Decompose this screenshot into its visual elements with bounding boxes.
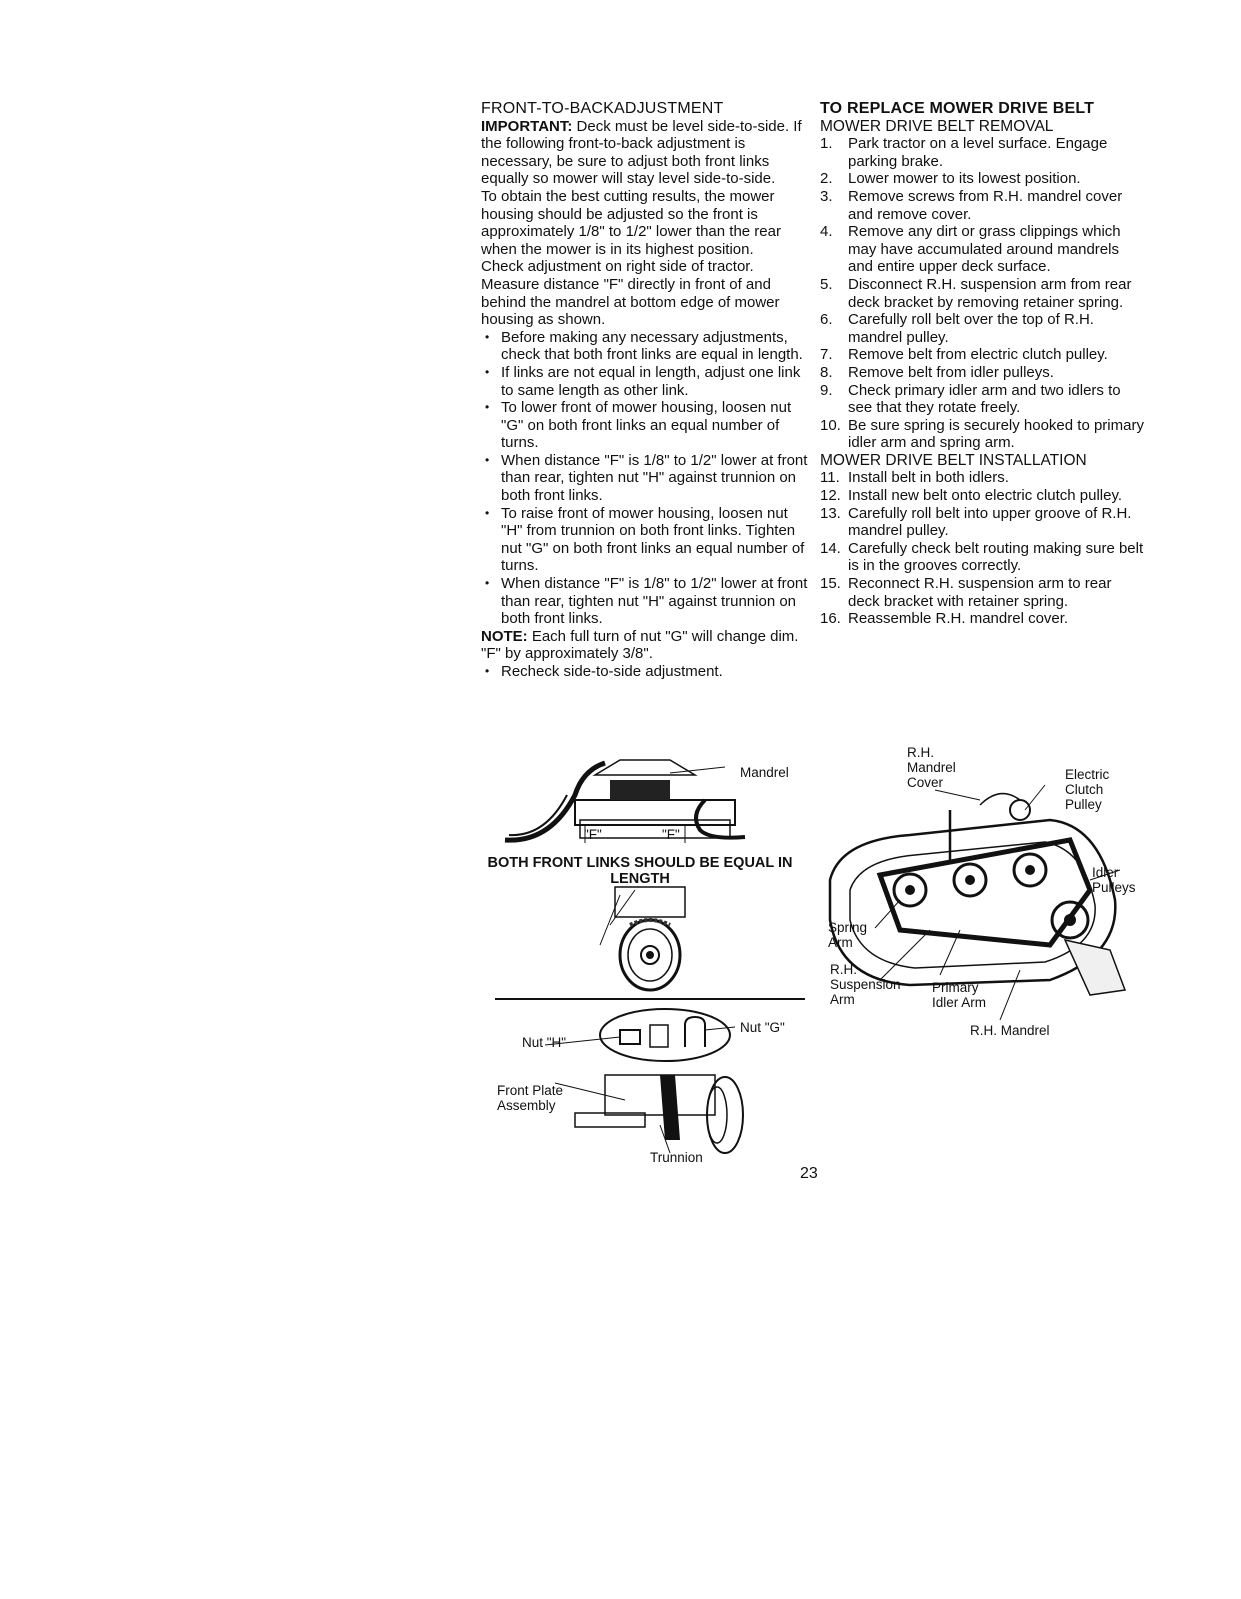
trunnion-label: Trunnion [650,1150,703,1165]
bullet-item: • To raise front of mower housing, loosen nut "H" from trunnion on both front links. Tighten nut "G" on both front links an equal number of turns. [481,505,811,575]
important-label: IMPORTANT: [481,117,573,135]
list-item: 9. Check primary idler arm and two idlers to see that they rotate freely. [820,381,1121,417]
list-item: 5. Disconnect R.H. suspension arm from rear deck bracket by removing retainer spring. [820,275,1132,311]
important-paragraph [481,118,811,188]
installation-steps-list [820,469,1145,627]
list-item: 14. Carefully check belt routing making sure belt is in the grooves correctly. [820,539,1144,575]
figure-divider [495,998,805,1000]
list-item: 3. Remove screws from R.H. mandrel cover and remove cover. [820,187,1123,223]
nut-h-label: Nut "H" [522,1035,567,1050]
bullet-item: • If links are not equal in length, adjust one link to same length as other link. [481,364,811,399]
nut-g-label: Nut "G" [740,1020,785,1035]
spring-arm-label: Spring Arm [828,920,868,950]
f-label-front: "F" [584,827,602,842]
bullet-item: • When distance "F" is 1/8" to 1/2" lower at front than rear, tighten nut "H" against trunnion on both front links. [481,575,811,628]
list-item: 7. Remove belt from electric clutch pulley. [820,346,1108,364]
removal-steps-list [820,135,1145,452]
rh-mandrel-label: R.H. Mandrel [970,1023,1050,1038]
list-item: 1. Park tractor on a level surface. Engage parking brake. [820,135,1108,170]
list-item: 6. Carefully roll belt over the top of R.H. mandrel pulley. [820,311,1094,346]
important-text: Deck must be level side-to-side. If the following front-to-back adjustment is necessary, be sure to adjust both front links equally so mower will stay level side-to-side. [481,117,802,188]
electric-clutch-pulley-label: Electric Clutch Pulley [1065,767,1110,812]
list-item: 11. Install belt in both idlers. [820,469,1009,487]
primary-idler-arm-label: Primary Idler Arm [932,980,987,1010]
rh-mandrel-cover-label: R.H. Mandrel Cover [907,745,956,790]
idler-pulleys-label: Idler Pulleys [1092,865,1136,895]
list-item: 16. Reassemble R.H. mandrel cover. [820,610,1069,628]
front-plate-label: Front Plate Assembly [497,1083,564,1113]
bullet-item: • Recheck side-to-side adjustment. [481,663,811,681]
page-number: 23 [800,1165,818,1182]
cutting-results-paragraph: To obtain the best cutting results, the mower housing should be adjusted so the front is approximately 1/8" to 1/2" lower than the rear when the mower is in its highest position. [481,187,781,258]
removal-heading: MOWER DRIVE BELT REMOVAL [820,117,1054,135]
bullet-item: • When distance "F" is 1/8" to 1/2" lower at front than rear, tighten nut "H" against trunnion on both front links. [481,452,811,505]
check-adjustment-paragraph: Check adjustment on right side of tractor. Measure distance "F" directly in front of and behind the mandrel at bottom edge of mower housing as shown. [481,258,780,329]
list-item: 8. Remove belt from idler pulleys. [820,363,1054,381]
list-item: 2. Lower mower to its lowest position. [820,170,1081,188]
bullet-item: • Before making any necessary adjustments, check that both front links are equal in length. [481,329,811,364]
list-item: 12. Install new belt onto electric clutch pulley. [820,487,1123,505]
f-label-rear: "F" [662,827,680,842]
mandrel-label: Mandrel [740,765,789,780]
list-item: 15. Reconnect R.H. suspension arm to rear deck bracket with retainer spring. [820,575,1112,610]
links-caption: BOTH FRONT LINKS SHOULD BE EQUAL IN LENGTH [487,855,793,887]
left-column [481,100,811,681]
note-label: NOTE: [481,627,528,645]
nut-trunnion-illustration [565,1005,765,1165]
note-text: Each full turn of nut "G" will change dim. "F" by approximately 3/8". [481,627,799,663]
list-item: 13. Carefully roll belt into upper groove of R.H. mandrel pulley. [820,504,1132,540]
rh-suspension-arm-label: R.H. Suspension Arm [830,962,901,1007]
bullet-item: • To lower front of mower housing, loosen nut "G" on both front links an equal number of turns. [481,399,811,452]
list-item: 10. Be sure spring is securely hooked to primary idler arm and spring arm. [820,416,1144,452]
adjustment-bullet-list [481,329,811,628]
front-wheel-illustration [590,885,720,995]
installation-heading: MOWER DRIVE BELT INSTALLATION [820,451,1087,469]
front-to-back-heading: FRONT-TO-BACKADJUSTMENT [481,100,724,117]
right-column [820,100,1145,628]
note-paragraph [481,628,811,663]
recheck-bullet-list [481,663,811,681]
replace-belt-heading: TO REPLACE MOWER DRIVE BELT [820,100,1095,117]
list-item: 4. Remove any dirt or grass clippings which may have accumulated around mandrels and entire upper deck surface. [820,223,1121,276]
